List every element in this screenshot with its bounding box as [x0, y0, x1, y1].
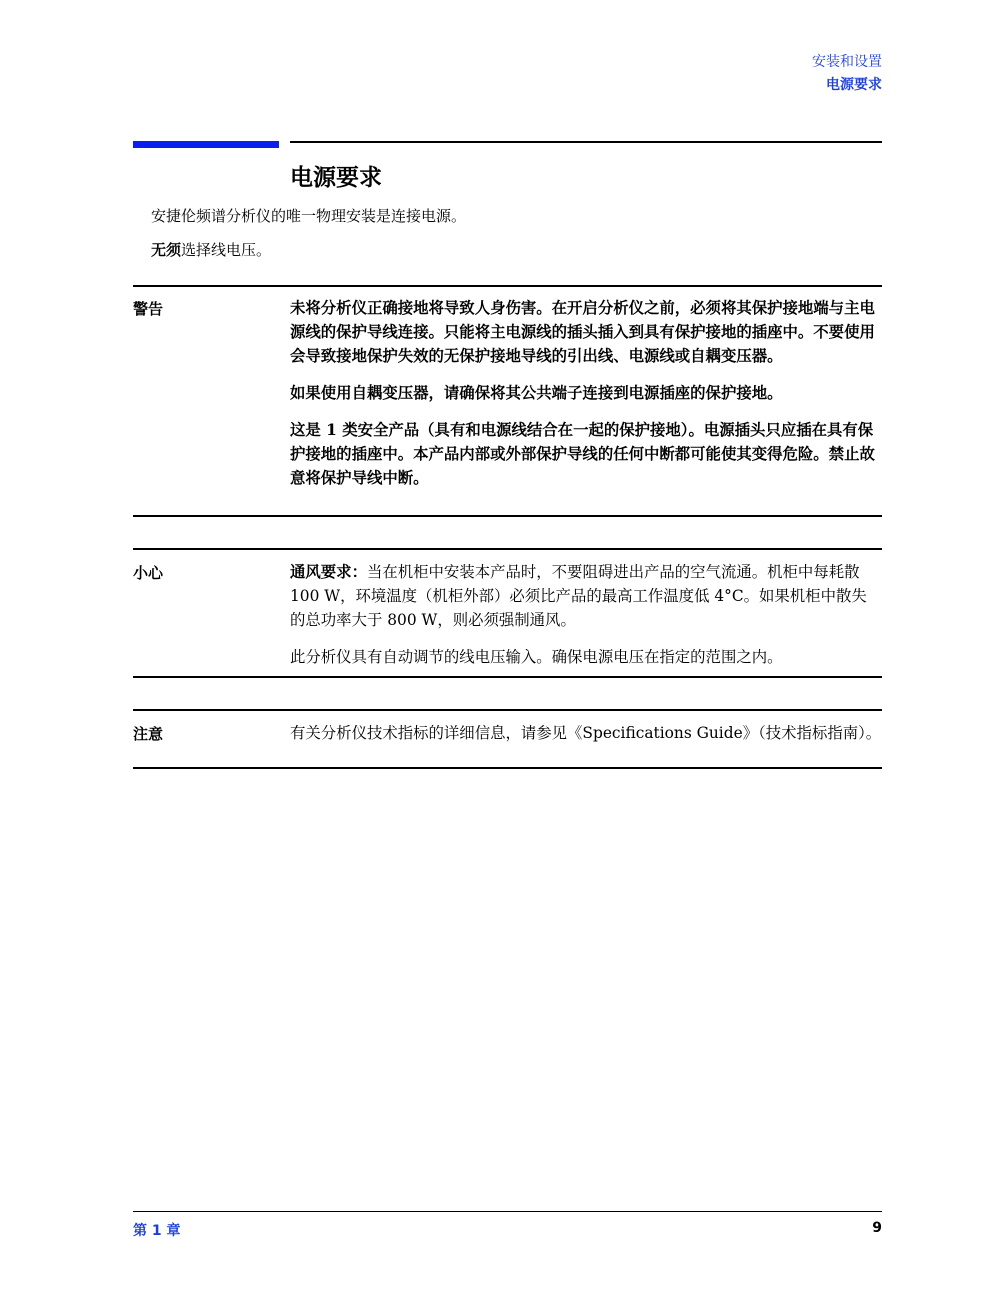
footer-rule: [133, 1211, 882, 1212]
note-body: [290, 721, 882, 758]
running-header-subsection: 电源要求: [826, 77, 882, 93]
warning-paragraph-3: 这是 1 类安全产品（具有和电源线结合在一起的保护接地）。电源插头只应插在具有保护接地的插座中。本产品内部或外部保护导线的任何中断都可能使其变得危险。禁止故意将保护导线中断。: [290, 421, 875, 487]
caution-bottom-rule: [133, 676, 882, 678]
note-paragraph-1: 有关分析仪技术指标的详细信息，请参见《Specifications Guide》（技术指标指南）。: [290, 724, 882, 742]
note-bottom-rule: [133, 767, 882, 769]
footer-chapter: 第 1 章: [133, 1223, 181, 1239]
warning-body: [290, 296, 882, 503]
warning-paragraph-2: 如果使用自耦变压器，请确保将其公共端子连接到电源插座的保护接地。: [290, 384, 783, 402]
footer-page-number: 9: [872, 1220, 882, 1236]
warning-top-rule: [133, 285, 882, 287]
caution-paragraph-1: [290, 560, 882, 632]
caution-label: 小心: [133, 564, 164, 582]
caution-ventilation-text: 当在机柜中安装本产品时，不要阻碍进出产品的空气流通。机柜中每耗散 100 W，环境温度（机柜外部）必须比产品的最高工作温度低 4°C。如果机柜中散失的总功率大于 800 W，则必须强制通风。: [290, 563, 867, 629]
warning-paragraph-1: 未将分析仪正确接地将导致人身伤害。在开启分析仪之前，必须将其保护接地端与主电源线的保护导线连接。只能将主电源线的插头插入到具有保护接地的插座中。不要使用会导致接地保护失效的无保护接地导线的引出线、电源线或自耦变压器。: [290, 299, 875, 365]
warning-label: 警告: [133, 300, 164, 318]
note-top-rule: [133, 709, 882, 711]
section-top-rule: [290, 141, 882, 143]
intro-voltage-paragraph: [151, 239, 271, 261]
caution-top-rule: [133, 548, 882, 550]
intro-paragraph: 安捷伦频谱分析仪的唯一物理安装是连接电源。: [151, 207, 467, 225]
running-header-section: 安装和设置: [812, 54, 882, 70]
caution-paragraph-2: 此分析仪具有自动调节的线电压输入。确保电源电压在指定的范围之内。: [290, 648, 783, 666]
caution-body: [290, 560, 882, 682]
warning-bottom-rule: [133, 515, 882, 517]
caution-ventilation-heading: 通风要求：: [290, 563, 367, 581]
section-accent-bar: [133, 141, 279, 148]
intro-emphasis: 无须: [151, 241, 182, 259]
intro-rest: 选择线电压。: [181, 241, 272, 259]
page-title: 电源要求: [290, 164, 382, 191]
note-label: 注意: [133, 725, 164, 743]
